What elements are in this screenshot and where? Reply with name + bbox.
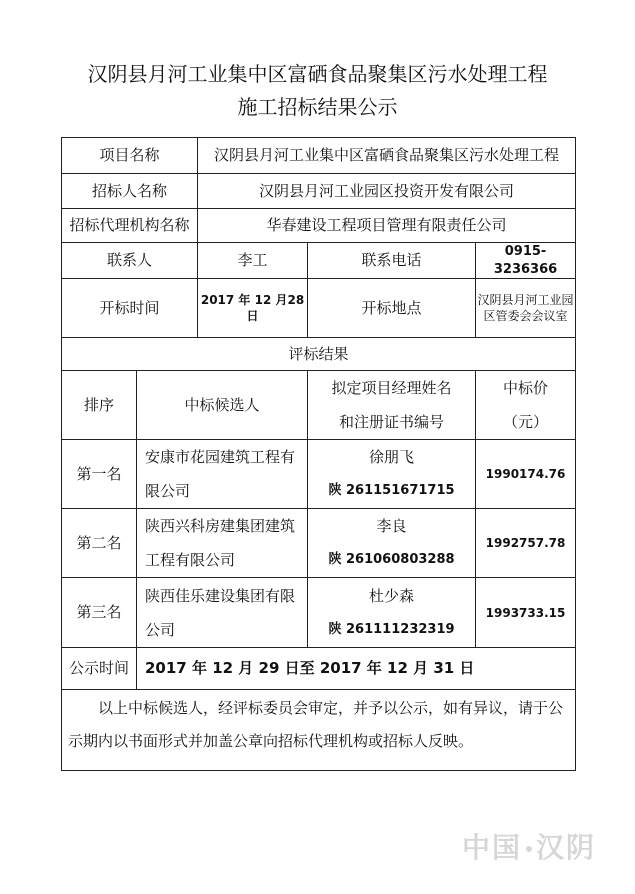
phone-value: 0915-3236366 [476,243,576,279]
table-row [62,440,576,509]
manager-name: 徐朋飞 [369,448,415,467]
table-row [62,578,576,648]
project-name-value: 汉阴县月河工业集中区富硒食品聚集区污水处理工程 [198,138,576,174]
candidate-line1: 陕西佳乐建设集团有限 [145,586,296,605]
manager-header [308,371,476,440]
watermark-left: 中国 [462,831,523,864]
price-header [476,371,576,440]
opening-row [62,279,576,338]
open-time-value: 2017 年 12 月28 日 [198,279,308,338]
contact-row [62,243,576,279]
manager-name: 杜少森 [369,586,415,605]
price-cell: 1992757.78 [476,509,576,578]
contact-value: 李工 [198,243,308,279]
document-title-line2: 施工招标结果公示 [237,95,398,119]
watermark-dot-icon [526,846,532,852]
phone-label: 联系电话 [308,243,476,279]
publicity-value: 2017 年 12 月 29 日至 2017 年 12 月 31 日 [137,648,576,690]
project-name-row [62,138,576,174]
price-header-line1: 中标价 [503,379,549,398]
manager-cell [308,440,476,509]
notice-row [62,690,576,771]
candidate-cell [137,578,308,648]
manager-name: 李良 [376,517,407,536]
price-header-line2: （元） [503,413,549,432]
tenderer-value: 汉阴县月河工业园区投资开发有限公司 [198,174,576,209]
manager-header-line2: 和注册证书编号 [339,413,445,432]
manager-cell [308,578,476,648]
results-table [61,137,576,771]
manager-cell [308,509,476,578]
watermark-right: 汉阴 [536,831,597,864]
rank-cell: 第二名 [62,509,137,578]
agency-value: 华春建设工程项目管理有限责任公司 [198,209,576,243]
candidate-line1: 陕西兴科房建集团建筑 [145,517,296,536]
open-place-label: 开标地点 [308,279,476,338]
results-header-row [62,371,576,440]
price-cell: 1993733.15 [476,578,576,648]
candidate-line1: 安康市花园建筑工程有 [145,448,296,467]
document-title-line1: 汉阴县月河工业集中区富硒食品聚集区污水处理工程 [87,62,548,86]
tenderer-label: 招标人名称 [62,174,198,209]
manager-cert: 陕 261060803288 [328,552,455,568]
candidate-cell [137,440,308,509]
publicity-label: 公示时间 [62,648,137,690]
rank-header: 排序 [62,371,137,440]
contact-label: 联系人 [62,243,198,279]
results-section-row [62,338,576,371]
tenderer-row [62,174,576,209]
candidate-line2: 公司 [145,620,176,639]
candidate-cell [137,509,308,578]
project-name-label: 项目名称 [62,138,198,174]
agency-label: 招标代理机构名称 [62,209,198,243]
manager-header-line1: 拟定项目经理姓名 [331,379,452,398]
table-row [62,509,576,578]
rank-cell: 第一名 [62,440,137,509]
results-section-title: 评标结果 [62,338,576,371]
publicity-row [62,648,576,690]
rank-cell: 第三名 [62,578,137,648]
watermark-logo [462,826,596,866]
candidate-line2: 工程有限公司 [145,551,236,570]
open-place-value: 汉阴县月河工业园区管委会会议室 [476,279,576,338]
manager-cert: 陕 261151671715 [328,483,455,499]
candidate-line2: 限公司 [145,482,191,501]
agency-row [62,209,576,243]
open-time-label: 开标时间 [62,279,198,338]
notice-text: 以上中标候选人，经评标委员会审定，并予以公示，如有异议，请于公示期内以书面形式并加盖公章向招标代理机构或招标人反映。 [62,690,576,771]
manager-cert: 陕 261111232319 [328,621,455,637]
price-cell: 1990174.76 [476,440,576,509]
candidate-header: 中标候选人 [137,371,308,440]
